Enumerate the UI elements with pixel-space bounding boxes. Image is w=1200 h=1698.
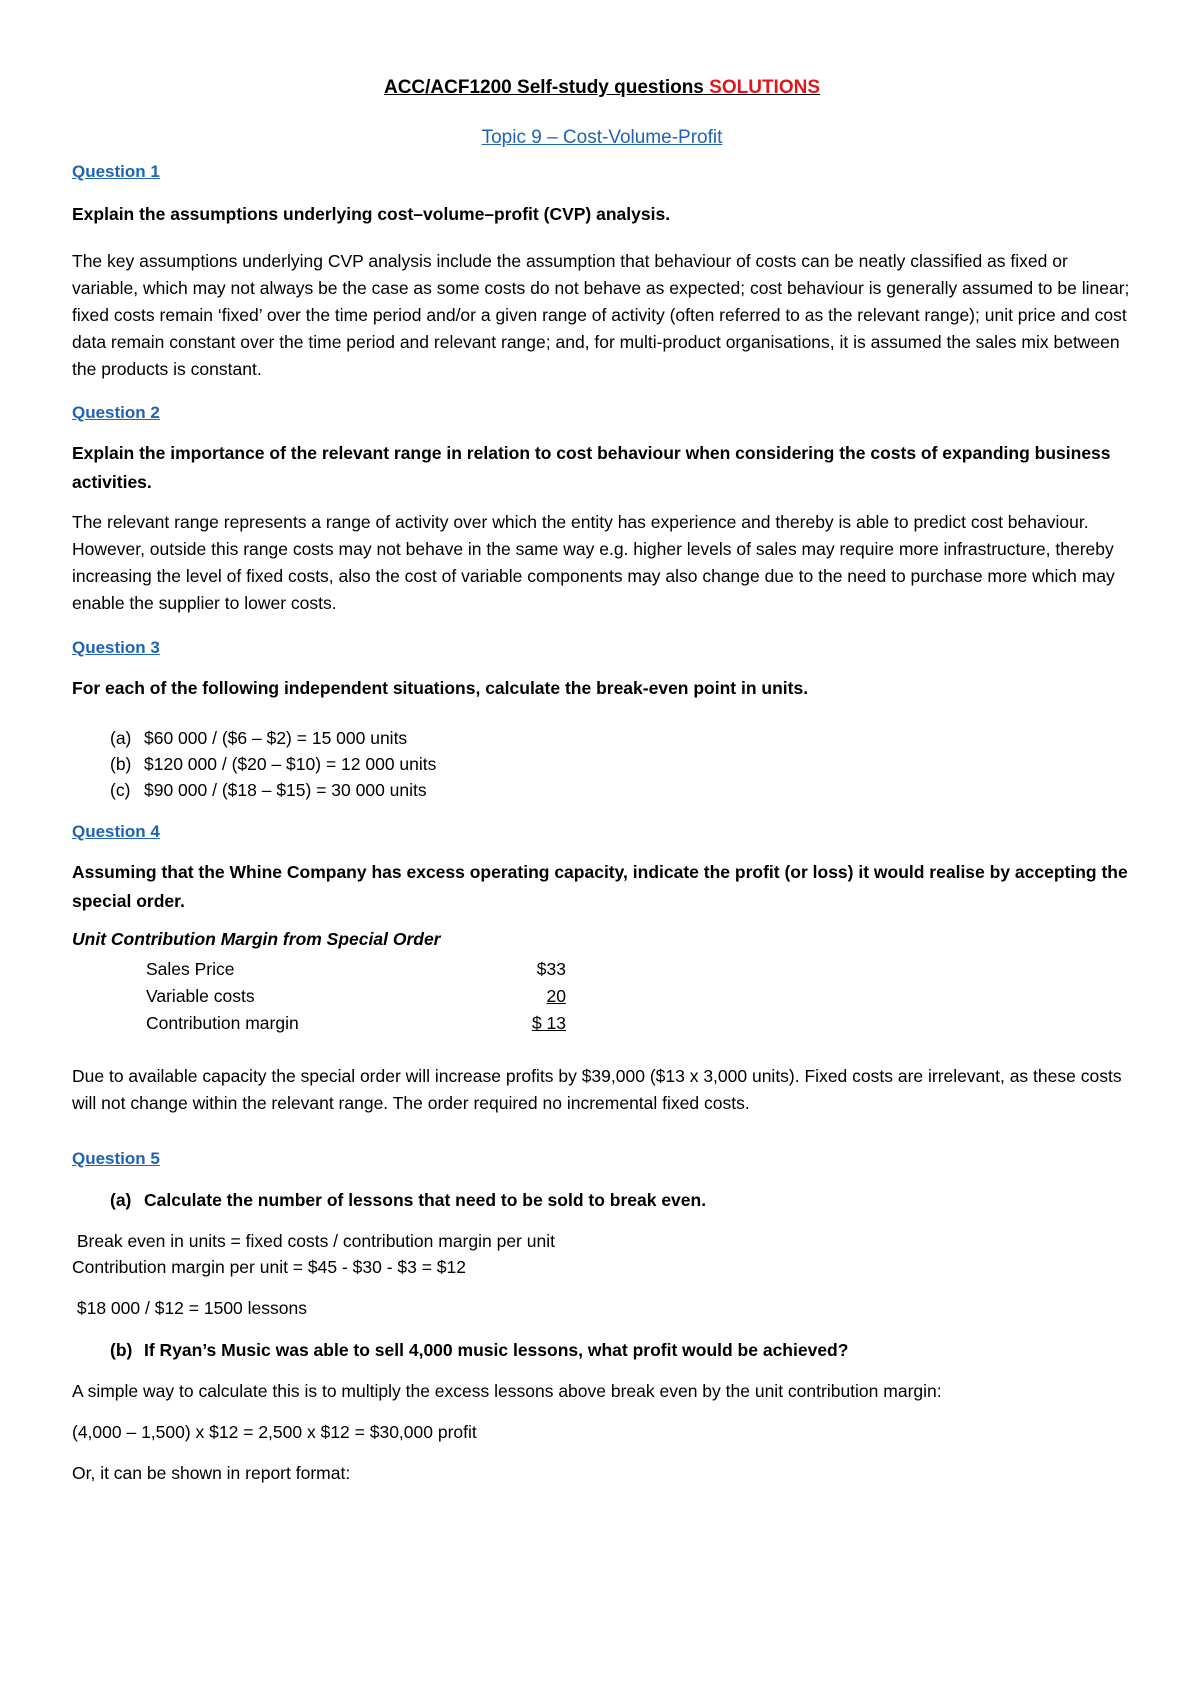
- question-1-prompt: Explain the assumptions underlying cost–volume–profit (CVP) analysis.: [72, 204, 671, 224]
- list-item: [110, 750, 436, 778]
- row-value: $33: [536, 959, 566, 979]
- profit-calc: (4,000 – 1,500) x $12 = 2,500 x $12 = $30,000 profit: [72, 1422, 477, 1442]
- question-4-prompt: Assuming that the Whine Company has excess operating capacity, indicate the profit (or loss) it would realise by accepting the special order.: [72, 862, 1128, 911]
- question-2-prompt: Explain the importance of the relevant range in relation to cost behaviour when considering the costs of expanding business activities.: [72, 443, 1111, 492]
- profit-method-text: A simple way to calculate this is to multiply the excess lessons above break even by the unit contribution margin:: [72, 1381, 942, 1401]
- row-label: Contribution margin: [146, 1013, 299, 1033]
- title-text: ACC/ACF1200 Self-study questions: [383, 77, 704, 98]
- question-3-prompt: For each of the following independent situations, calculate the break-even point in units.: [72, 678, 809, 698]
- question-4-heading: Question 4: [72, 822, 160, 841]
- list-item: [110, 724, 407, 752]
- question-5-heading: Question 5: [72, 1149, 160, 1168]
- break-even-result: $18 000 / $12 = 1500 lessons: [72, 1298, 307, 1318]
- row-label: Sales Price: [146, 959, 235, 979]
- list-item-label: (b): [110, 754, 132, 774]
- list-item-text: $90 000 / ($18 – $15) = 30 000 units: [144, 780, 427, 800]
- list-item-text: $120 000 / ($20 – $10) = 12 000 units: [144, 754, 437, 774]
- list-item-label: (a): [110, 728, 132, 748]
- report-format-text: Or, it can be shown in report format:: [72, 1463, 351, 1483]
- question-1-answer: The key assumptions underlying CVP analysis include the assumption that behaviour of costs can be neatly classified as fixed or variable, which may not always be the case as some costs do not behave as expected; cost behaviour is generally assumed to be linear; fixed costs remain ‘fixed’ over the time period and/or a given range of activity (often referred to as the relevant range); unit price and cost data remain constant over the time period and relevant range; and, for multi-product organisations, it is assumed the sales mix between the products is constant.: [72, 251, 1130, 379]
- list-item: [110, 776, 427, 804]
- break-even-formula: Break even in units = fixed costs / contribution margin per unit: [72, 1231, 555, 1251]
- row-label: Variable costs: [146, 986, 255, 1006]
- list-item-label: (c): [110, 780, 131, 800]
- row-value: $ 13: [531, 1013, 566, 1033]
- question-5a-prompt: [110, 1186, 706, 1214]
- margin-table-title: Unit Contribution Margin from Special Order: [72, 929, 441, 949]
- contribution-margin-calc: Contribution margin per unit = $45 - $30 - $3 = $12: [72, 1257, 466, 1277]
- title-solutions-label: SOLUTIONS: [709, 77, 821, 98]
- question-2-heading: Question 2: [72, 403, 160, 422]
- question-3-heading: Question 3: [72, 638, 160, 657]
- row-value: 20: [546, 986, 566, 1006]
- question-1-heading: Question 1: [72, 162, 160, 181]
- question-5b-prompt: [110, 1336, 848, 1364]
- part-text: If Ryan’s Music was able to sell 4,000 music lessons, what profit would be achieved?: [144, 1340, 849, 1360]
- topic-heading: Topic 9 – Cost-Volume-Profit: [481, 127, 723, 148]
- part-text: Calculate the number of lessons that need to be sold to break even.: [144, 1190, 707, 1210]
- question-4-answer: Due to available capacity the special order will increase profits by $39,000 ($13 x 3,000 units). Fixed costs are irrelevant, as these costs will not change within the relevant range. The order required no incremental fixed costs.: [72, 1066, 1122, 1113]
- document-title: [72, 74, 1132, 102]
- list-item-text: $60 000 / ($6 – $2) = 15 000 units: [144, 728, 408, 748]
- question-2-answer: The relevant range represents a range of activity over which the entity has experience and thereby is able to predict cost behaviour. However, outside this range costs may not behave in the same way e.g. higher levels of sales may require more infrastructure, thereby increasing the level of fixed costs, also the cost of variable components may also change due to the need to purchase more which may enable the supplier to lower costs.: [72, 512, 1115, 613]
- part-label: (b): [110, 1340, 133, 1360]
- part-label: (a): [110, 1190, 132, 1210]
